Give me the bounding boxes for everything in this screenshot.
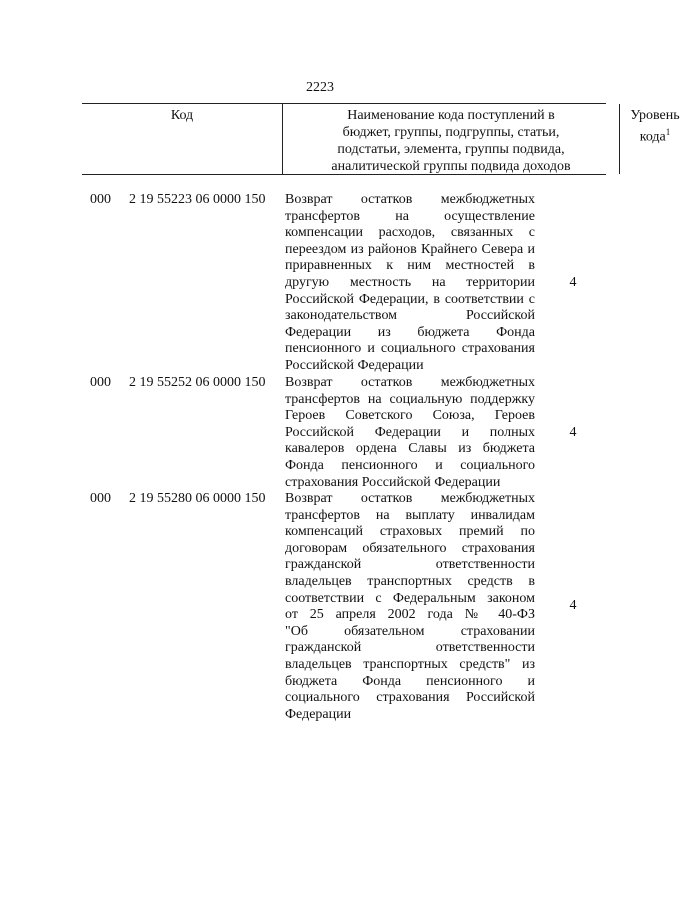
header-name-line: Наименование кода поступлений в bbox=[347, 108, 555, 123]
row-name-line: гражданской ответственности bbox=[285, 557, 535, 573]
row-prefix: 000 bbox=[90, 192, 111, 207]
row-name-line: владельцев транспортных средств в bbox=[285, 573, 535, 589]
header-code: Код bbox=[170, 108, 194, 123]
row-name-line: Российской Федерации bbox=[285, 357, 424, 373]
row-name-line: договорам обязательного страхования bbox=[285, 540, 535, 556]
row-name-line: страхования Российской Федерации bbox=[285, 474, 501, 490]
row-name-line: переездом из районов Крайнего Севера и bbox=[285, 241, 535, 257]
row-name-line: Федерации из бюджета Фонда bbox=[285, 324, 535, 340]
row-name-line: социального страхования Российской bbox=[285, 690, 535, 706]
table-header bbox=[82, 103, 680, 175]
header-level-line1: Уровень bbox=[630, 108, 680, 123]
header-level bbox=[620, 104, 690, 174]
row-name-line: от 25 апреля 2002 года № 40-ФЗ bbox=[285, 607, 535, 623]
header-name-line: аналитической группы подвида доходов bbox=[331, 159, 571, 174]
row-name-line: Героев Советского Союза, Героев bbox=[285, 408, 535, 424]
row-level: 4 bbox=[569, 425, 577, 440]
row-name bbox=[285, 192, 535, 375]
row-name-line: трансфертов на осуществление bbox=[285, 208, 535, 224]
row-name-line: компенсации расходов, связанных с bbox=[285, 225, 535, 241]
row-name-line: Возврат остатков межбюджетных bbox=[285, 192, 535, 207]
row-name-line: кавалеров ордена Славы из бюджета bbox=[285, 441, 535, 457]
row-code: 2 19 55280 06 0000 150 bbox=[129, 491, 266, 506]
row-name-line: законодательством Российской bbox=[285, 308, 535, 324]
row-level: 4 bbox=[569, 275, 577, 290]
row-name-line: компенсаций страховых премий по bbox=[285, 524, 535, 540]
header-level-label: кода bbox=[639, 129, 666, 145]
header-level-line2 bbox=[620, 124, 690, 146]
row-name-line: трансфертов на социальную поддержку bbox=[285, 391, 535, 407]
page-number: 2223 bbox=[306, 80, 334, 95]
row-name-line: другую местность на территории bbox=[285, 274, 535, 290]
row-name-line: Федерации bbox=[285, 706, 352, 722]
row-name-line: трансфертов на выплату инвалидам bbox=[285, 507, 535, 523]
row-name-line: соответствии с Федеральным законом bbox=[285, 590, 535, 606]
row-name-line: приравненных к ним местностей в bbox=[285, 258, 535, 274]
header-name-line: бюджет, группы, подгруппы, статьи, bbox=[342, 125, 560, 140]
row-name bbox=[285, 375, 535, 491]
row-name-line: бюджета Фонда пенсионного и bbox=[285, 673, 535, 689]
row-name-line: пенсионного и социального страхования bbox=[285, 341, 535, 357]
row-name bbox=[285, 491, 535, 723]
row-name-line: "Об обязательном страховании bbox=[285, 623, 535, 639]
row-code: 2 19 55223 06 0000 150 bbox=[129, 192, 266, 207]
row-prefix: 000 bbox=[90, 491, 111, 506]
row-name-line: Возврат остатков межбюджетных bbox=[285, 375, 535, 390]
row-name-line: Российской Федерации, в соответствии с bbox=[285, 291, 535, 307]
row-level: 4 bbox=[569, 598, 577, 613]
header-name bbox=[282, 104, 620, 174]
row-prefix: 000 bbox=[90, 375, 111, 390]
row-name-line: Российской Федерации и полных bbox=[285, 424, 535, 440]
row-name-line: Фонда пенсионного и социального bbox=[285, 457, 535, 473]
row-name-line: Возврат остатков межбюджетных bbox=[285, 491, 535, 506]
row-name-line: гражданской ответственности bbox=[285, 640, 535, 656]
row-name-line: владельцев транспортных средств" из bbox=[285, 656, 535, 672]
header-name-line: подстатьи, элемента, группы подвида, bbox=[337, 142, 565, 157]
row-code: 2 19 55252 06 0000 150 bbox=[129, 375, 266, 390]
footnote-mark: 1 bbox=[665, 127, 671, 137]
